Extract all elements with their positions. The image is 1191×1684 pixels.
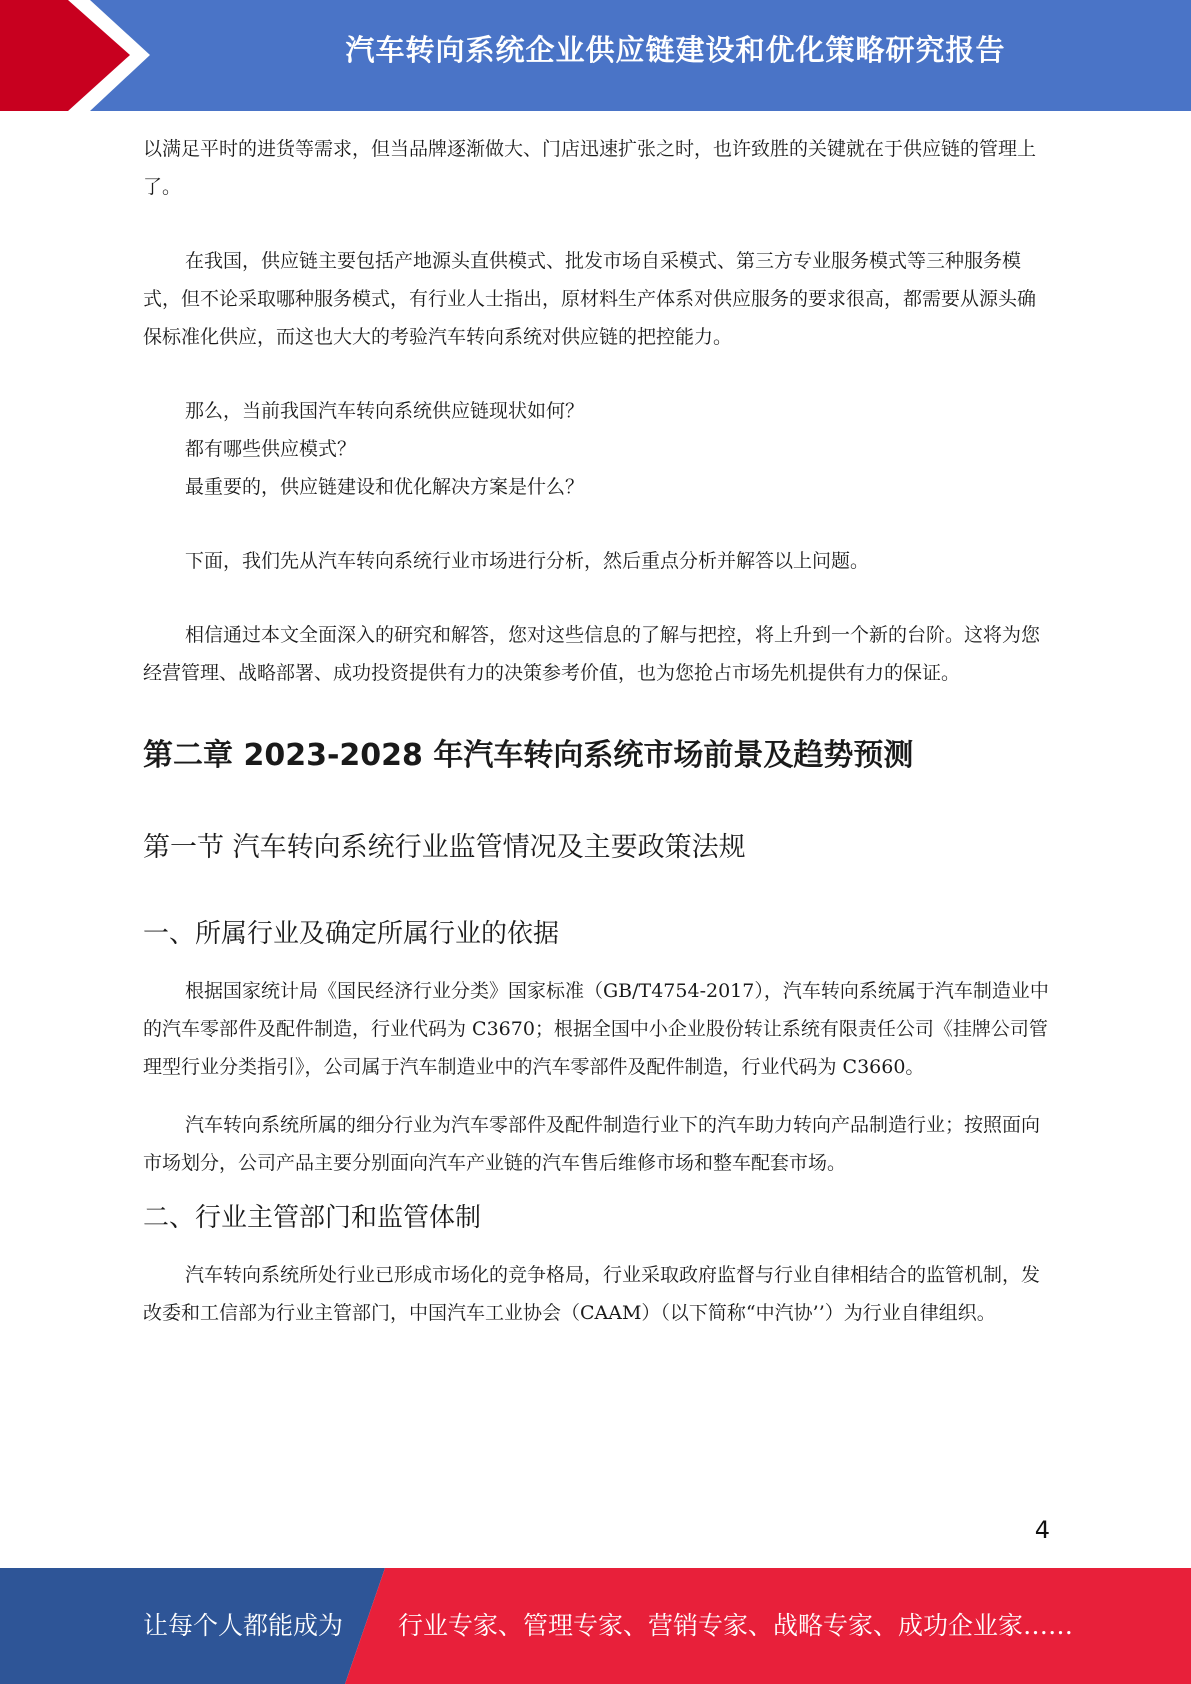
page-header-banner <box>0 0 1191 111</box>
chapter-heading: 第二章 2023-2028 年汽车转向系统市场前景及趋势预测 <box>143 738 914 773</box>
page-number: 4 <box>1034 1516 1050 1544</box>
paragraph: 下面，我们先从汽车转向系统行业市场进行分析，然后重点分析并解答以上问题。 <box>185 550 870 572</box>
paragraph: 相信通过本文全面深入的研究和解答，您对这些信息的了解与把控，将上升到一个新的台阶。这将为您经营管理、战略部署、成功投资提供有力的决策参考价值，也为您抢占市场先机提供有力的保证。 <box>143 624 1041 684</box>
paragraph: 根据国家统计局《国民经济行业分类》国家标准（GB/T4754-2017），汽车转向系统属于汽车制造业中的汽车零部件及配件制造，行业代码为 C3670；根据全国中小企业股份转让系统有限责任公司《挂牌公司管理型行业分类指引》，公司属于汽车制造业中的汽车零部件及配件制造，行业代码为 C3660。 <box>143 980 1049 1078</box>
subsection-heading: 二、行业主管部门和监管体制 <box>143 1203 482 1233</box>
paragraph: 汽车转向系统所属的细分行业为汽车零部件及配件制造行业下的汽车助力转向产品制造行业；按照面向市场划分，公司产品主要分别面向汽车产业链的汽车售后维修市场和整车配套市场。 <box>143 1114 1041 1174</box>
paragraph: 汽车转向系统所处行业已形成市场化的竞争格局，行业采取政府监督与行业自律相结合的监管机制，发改委和工信部为行业主管部门，中国汽车工业协会（CAAM）（以下简称“中汽协’’）为行业自律组织。 <box>143 1264 1041 1324</box>
question-line: 那么，当前我国汽车转向系统供应链现状如何？ <box>185 400 585 422</box>
document-body <box>143 130 1049 1332</box>
question-line: 最重要的，供应链建设和优化解决方案是什么？ <box>185 476 585 498</box>
section-heading: 第一节 汽车转向系统行业监管情况及主要政策法规 <box>143 832 746 863</box>
header-title: 汽车转向系统企业供应链建设和优化策略研究报告 <box>345 33 1006 67</box>
subsection-heading: 一、所属行业及确定所属行业的依据 <box>143 919 560 949</box>
question-line: 都有哪些供应模式？ <box>185 438 357 460</box>
footer-slogan-left: 让每个人都能成为 <box>143 1611 344 1640</box>
footer-slogan-right: 行业专家、管理专家、营销专家、战略专家、成功企业家…… <box>398 1611 1074 1640</box>
paragraph: 以满足平时的进货等需求，但当品牌逐渐做大、门店迅速扩张之时，也许致胜的关键就在于供应链的管理上了。 <box>143 138 1037 198</box>
page-footer-banner <box>0 1568 1191 1684</box>
paragraph: 在我国，供应链主要包括产地源头直供模式、批发市场自采模式、第三方专业服务模式等三种服务模式，但不论采取哪种服务模式，有行业人士指出，原材料生产体系对供应服务的要求很高，都需要从源头确保标准化供应，而这也大大的考验汽车转向系统对供应链的把控能力。 <box>143 250 1037 348</box>
